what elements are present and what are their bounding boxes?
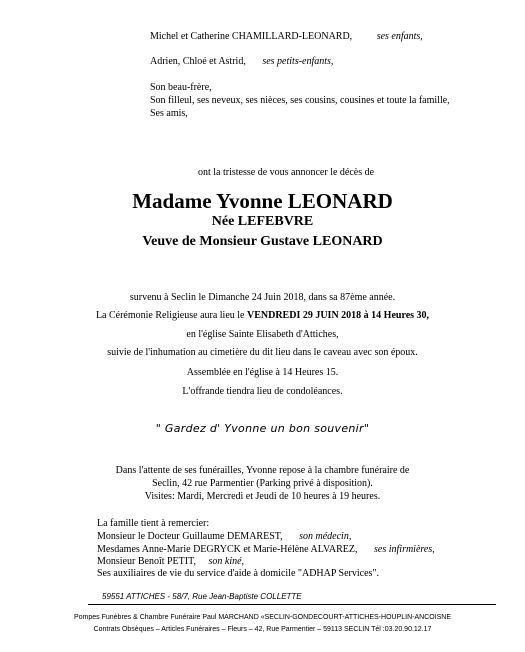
family-friends: Ses amis,	[150, 108, 188, 119]
footer-divider	[88, 604, 496, 605]
ceremony-line	[0, 309, 525, 322]
nurses-role: ses infirmières,	[374, 544, 435, 555]
offering-line: L'offrande tiendra lieu de condoléances.	[182, 386, 343, 397]
footer-address: 59551 ATTICHES - 58/7, Rue Jean-Baptiste COLLETTE	[102, 592, 302, 601]
rest-place: Yvonne repose à la chambre funéraire de	[245, 465, 410, 476]
thanks-aides-line: Ses auxiliaires de vie du service d'aide à domicile "ADHAP Services".	[97, 568, 380, 579]
thanks-intro: La famille tient à remercier:	[97, 518, 210, 529]
burial-line: suivie de l'inhumation au cimetière du dit lieu dans le caveau avec son époux.	[107, 347, 418, 358]
death-details: survenu à Seclin le Dimanche 24 Juin 2018, dans sa 87ème année.	[129, 292, 396, 303]
rest-prefix: Dans l'attente de ses funérailles,	[115, 465, 244, 476]
birth-name: Née LEFEBVRE	[211, 214, 314, 229]
assembly-line: Assemblée en l'église à 14 Heures 15.	[186, 367, 339, 378]
rest-line-3: Visites: Mardi, Mercredi et Jeudi de 10 heures à 19 heures.	[144, 491, 381, 502]
physio-role: son kiné,	[208, 556, 245, 567]
remembrance-quote: " Gardez d' Yvonne un bon souvenir"	[155, 422, 370, 435]
rest-line-1	[0, 464, 525, 477]
doctor-name: Monsieur le Docteur Guillaume DEMAREST,	[97, 531, 283, 542]
grandchildren-names: Adrien, Chloé et Astrid,	[150, 56, 246, 67]
children-names: Michel et Catherine CHAMILLARD-LEONARD,	[150, 31, 353, 42]
family-grandchildren-line	[150, 55, 333, 68]
family-children-line	[150, 30, 423, 43]
announcement-intro: ont la tristesse de vous annoncer le décès de	[198, 167, 375, 178]
physio-name: Monsieur Benoît PETIT,	[97, 556, 196, 567]
ceremony-date: VENDREDI 29 JUIN 2018 à 14 Heures 30,	[247, 310, 430, 321]
children-role: ses enfants,	[376, 31, 423, 42]
church-line: en l'église Sainte Elisabeth d'Attiches,	[186, 329, 339, 340]
doctor-role: son médecin,	[299, 531, 352, 542]
rest-line-2: Seclin, 42 rue Parmentier (Parking privé à disposition).	[152, 478, 373, 489]
grandchildren-role: ses petits-enfants,	[262, 56, 334, 67]
deceased-name: Madame Yvonne LEONARD	[132, 189, 393, 213]
footer-company-line-1: Pompes Funèbres & Chambre Funéraire Paul MARCHAND «SECLIN-GONDECOURT-ATTICHES-HOUPLIN-ANCOISNE	[73, 614, 452, 621]
widow-of: Veuve de Monsieur Gustave LEONARD	[142, 234, 383, 249]
ceremony-prefix: La Cérémonie Religieuse aura lieu le	[95, 310, 245, 321]
family-relatives: Son filleul, ses neveux, ses nièces, ses cousins, cousines et toute la famille,	[150, 95, 450, 106]
thanks-doctor-line	[97, 530, 351, 543]
footer-company-line-2: Contrats Obsèques – Articles Funéraires – Fleurs – 42, Rue Parmentier – 59113 SECLIN Tél :03.20.90.12.17	[93, 626, 432, 633]
family-brother-in-law: Son beau-frère,	[150, 82, 212, 93]
nurses-names: Mesdames Anne-Marie DEGRYCK et Marie-Hélène ALVAREZ,	[97, 544, 358, 555]
